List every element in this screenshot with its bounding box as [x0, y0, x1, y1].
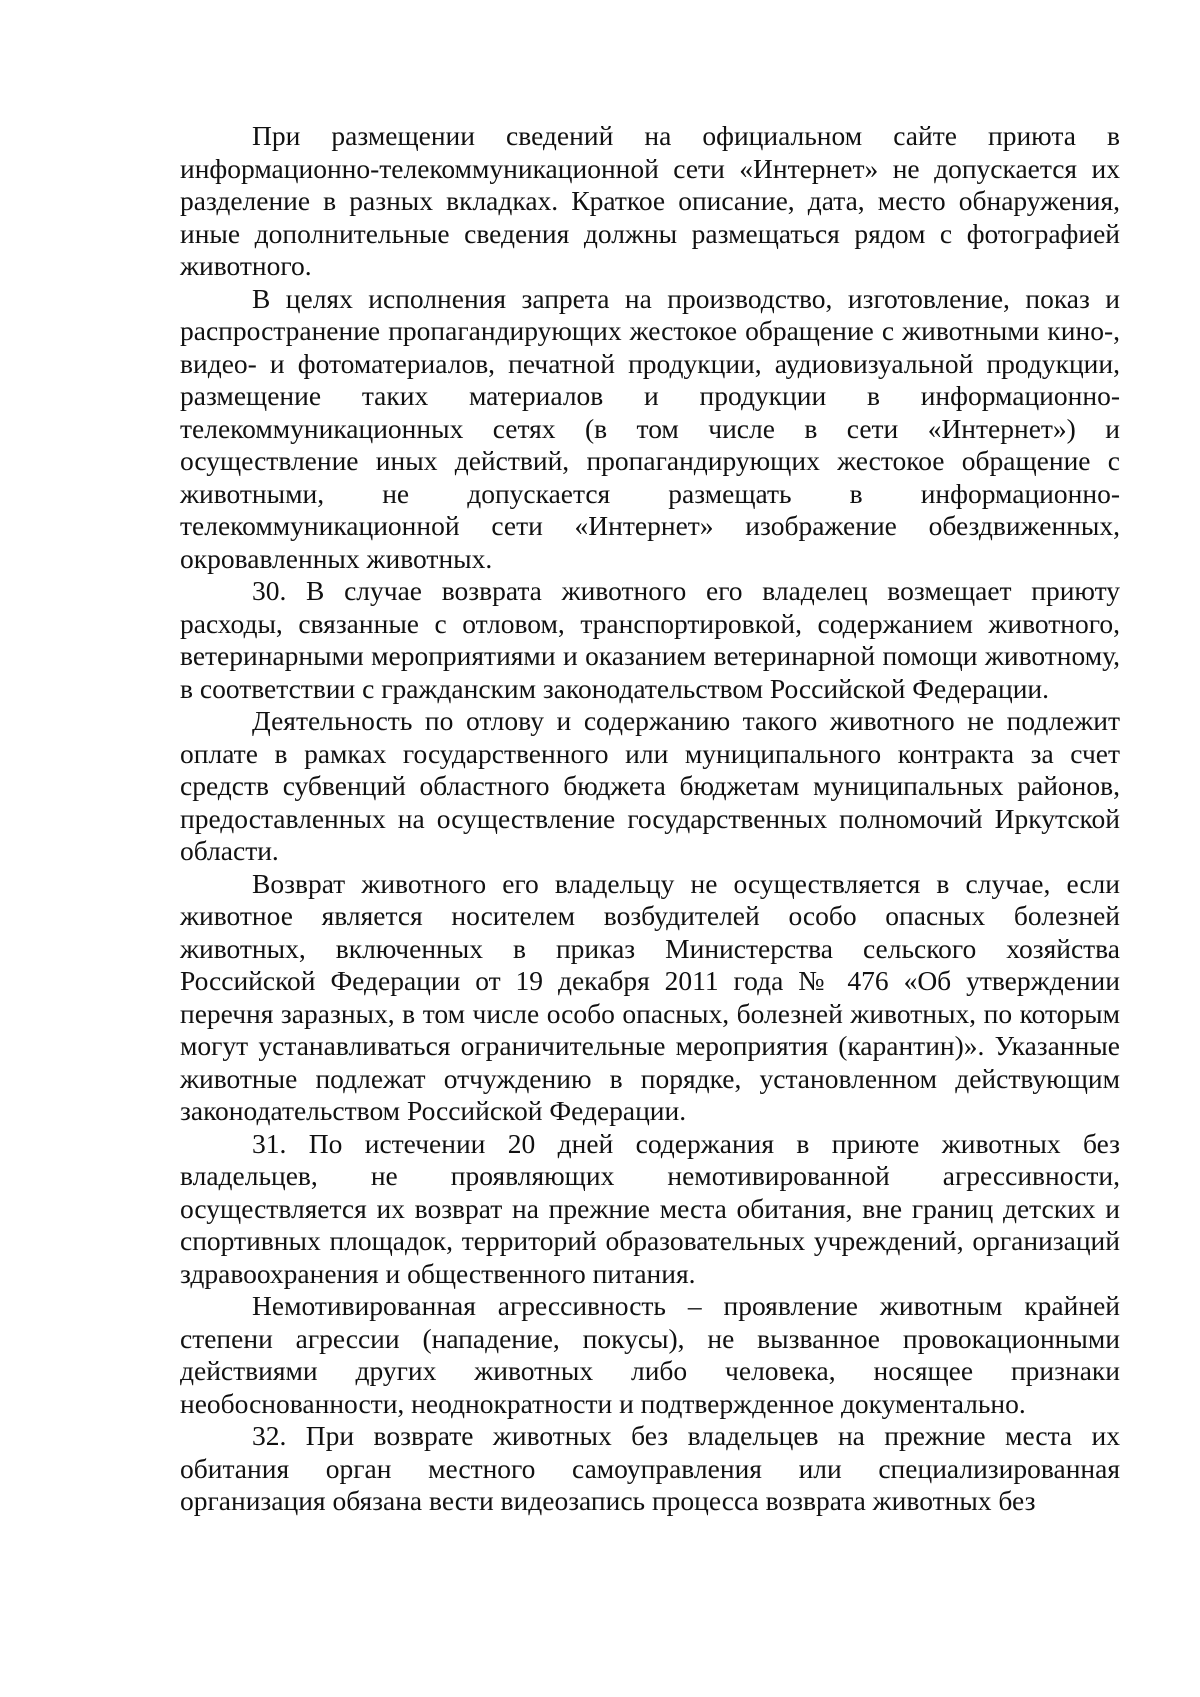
paragraph-clause-30: 30. В случае возврата животного его владелец возмещает приюту расходы, связанные с отловом, транспортировкой, содержанием животного, ветеринарными мероприятиями и оказанием ветеринарной помощи животному, в соответствии с гражданским законодательством Российской Федерации.	[180, 575, 1120, 704]
paragraph-clause-31: 31. По истечении 20 дней содержания в приюте животных без владельцев, не проявляющих немотивированной агрессивности, осуществляется их возврат на прежние места обитания, вне границ детских и спортивных площадок, территорий образовательных учреждений, организаций здравоохранения и общественного питания.	[180, 1127, 1120, 1289]
paragraph-return-exception: Возврат животного его владельцу не осуществляется в случае, если животное является носителем возбудителей особо опасных болезней животных, включенных в приказ Министерства сельского хозяйства Российской Федерации от 19 декабря 2011 года № 476 «Об утверждении перечня заразных, в том числе особо опасных, болезней животных, по которым могут устанавливаться ограничительные мероприятия (карантин)». Указанные животные подлежат отчуждению в порядке, установленном действующим законодательством Российской Федерации.	[180, 867, 1120, 1126]
paragraph-aggression-definition: Немотивированная агрессивность – проявление животным крайней степени агрессии (нападение, покусы), не вызванное провокационными действиями других животных либо человека, носящее признаки необоснованности, неоднократности и подтвержденное документально.	[180, 1290, 1120, 1419]
paragraph-website-placement: При размещении сведений на официальном сайте приюта в информационно-телекоммуникационной сети «Интернет» не допускается их разделение в разных вкладках. Краткое описание, дата, место обнаружения, иные дополнительные сведения должны размещаться рядом с фотографией животного.	[180, 120, 1120, 281]
paragraph-cruelty-propaganda-ban: В целях исполнения запрета на производство, изготовление, показ и распространение пропагандирующих жестокое обращение с животными кино-, видео- и фотоматериалов, печатной продукции, аудиовизуальной продукции, размещение таких материалов и продукции в информационно-телекоммуникационных сетях (в том числе в сети «Интернет») и осуществление иных действий, пропагандирующих жестокое обращение с животными, не допускается размещать в информационно-телекоммуникационной сети «Интернет» изображение обездвиженных, окровавленных животных.	[180, 282, 1120, 574]
document-body	[180, 120, 1120, 1518]
paragraph-clause-32: 32. При возврате животных без владельцев на прежние места их обитания орган местного самоуправления или специализированная организация обязана вести видеозапись процесса возврата животных без	[180, 1420, 1120, 1516]
paragraph-contract-payment: Деятельность по отлову и содержанию такого животного не подлежит оплате в рамках государственного или муниципального контракта за счет средств субвенций областного бюджета бюджетам муниципальных районов, предоставленных на осуществление государственных полномочий Иркутской области.	[180, 705, 1120, 866]
